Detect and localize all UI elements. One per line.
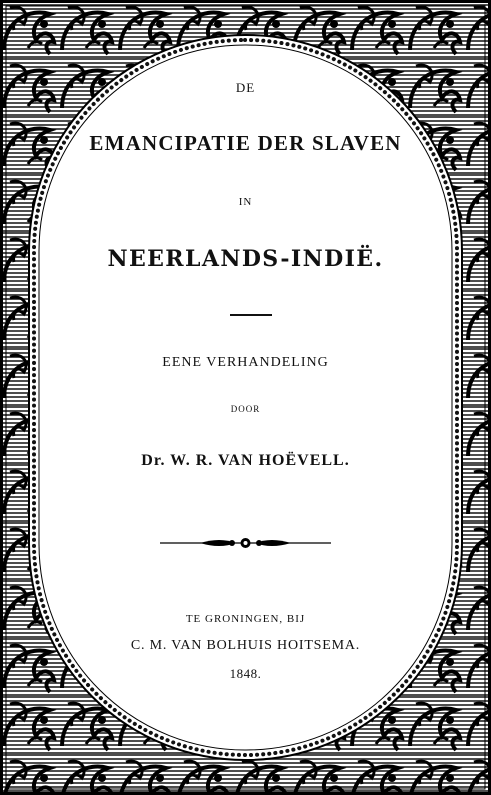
author-name: Dr. W. R. VAN HOËVELL.	[141, 452, 350, 469]
title-article: DE	[235, 80, 256, 95]
by-line: DOOR	[230, 404, 261, 414]
publisher-name: C. M. VAN BOLHUIS HOITSEMA.	[130, 638, 361, 653]
imprint-place: TE GRONINGEN, BIJ	[185, 613, 306, 625]
printers-ornament	[160, 535, 331, 551]
publication-year: 1848.	[229, 666, 262, 681]
main-title: EMANCIPATIE DER SLAVEN	[89, 131, 402, 155]
place-title: NEERLANDS-INDIË.	[107, 246, 384, 272]
subtitle: EENE VERHANDELING	[162, 355, 329, 370]
title-preposition: IN	[238, 196, 253, 208]
divider-rule	[230, 314, 272, 316]
